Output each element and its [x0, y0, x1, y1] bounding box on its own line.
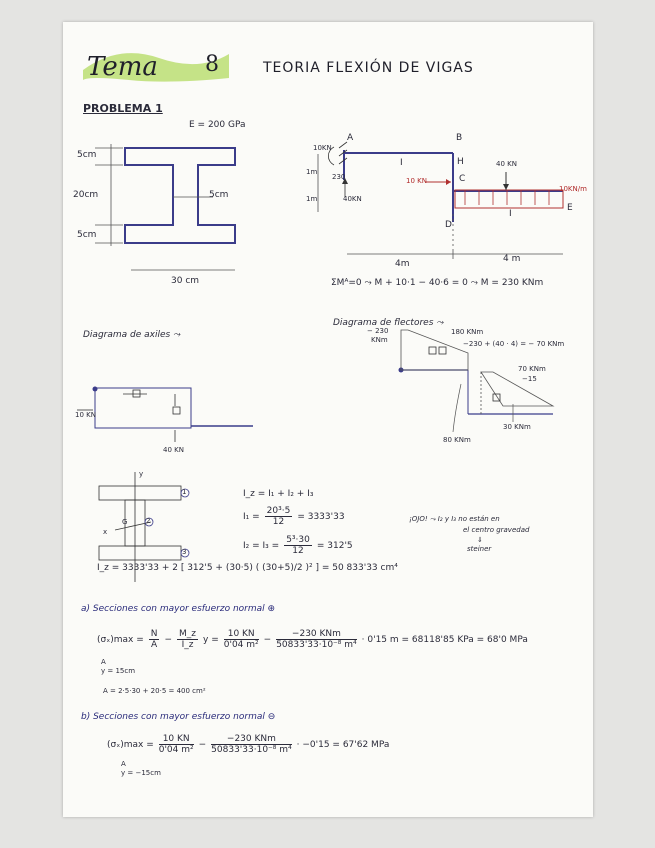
load-10kn-a: 10KN [313, 144, 332, 152]
load-10kn-c: 10 KN [406, 177, 427, 185]
part-a-lhs: (σₓ)max = [97, 634, 144, 645]
moment-value-15: −15 [522, 375, 537, 383]
part-a-sub-a: A [101, 658, 106, 666]
distributed-load: 10KN/m [559, 185, 587, 193]
inertia-total-eq: I_z = I₁ + I₂ + I₃ [243, 489, 314, 499]
marker-2: 2 [146, 517, 151, 525]
point-d: D [445, 220, 452, 230]
inertia-sketch [63, 22, 593, 817]
inertia-eq-2-result: = 312'5 [316, 540, 353, 551]
part-a-t2-num: M_z [179, 629, 197, 639]
inertia-eq-1-result: = 3333'33 [297, 511, 345, 522]
inertia-final-eq: I_z = 3333'33 + 2 [ 312'5 + (30·5) ( (30+5)/2 )² ] = 50 833'33 cm⁴ [97, 563, 398, 573]
marker-1: 1 [182, 488, 187, 496]
inertia-eq-1-num: 20³·5 [266, 506, 291, 516]
part-b-t2-num: −230 KNm [211, 734, 291, 745]
part-b-title: b) Secciones con mayor esfuerzo normal ⊖ [81, 712, 276, 722]
note-line-2: el centro gravedad [463, 526, 530, 534]
dim-bottom: 5cm [77, 230, 97, 240]
point-a: A [347, 133, 354, 143]
inertia-eq-2-lhs: I₂ = I₃ = [243, 540, 280, 551]
axis-x: x [103, 528, 108, 536]
part-a-sub-y: y = 15cm [101, 667, 136, 675]
equilibrium-eq: ΣMᴬ=0 ⤳ M + 10·1 − 40·6 = 0 ⤳ M = 230 KNm [331, 278, 544, 288]
part-a-t4-num: −230 KNm [276, 629, 356, 640]
moment-title: Diagrama de flectores ⤳ [333, 318, 444, 328]
axial-load-bottom: 40 KN [163, 446, 184, 454]
section-i-right: I [509, 209, 512, 219]
part-b-tail: · −0'15 = 67'62 MPa [296, 739, 390, 750]
inertia-eq-2-den: 12 [292, 546, 304, 556]
part-a-area: A = 2·5·30 + 20·5 = 400 cm² [103, 687, 206, 695]
part-b-t1-den: 0'04 m² [158, 745, 194, 755]
point-b: B [456, 133, 463, 143]
part-a-equation: (σₓ)max = $\frac{N}{A}$ − $\frac{M\_z}{I\_z}$ y = $\frac{10 KN}{\text{0'04 m²}}$ − $\frac{\text{−230 KNm}}{\text{50833'33·10⁻⁸ m⁴}}$ · 0'15 m = 68118'85 KPa = 68'0 MPa [97, 629, 528, 650]
notebook-page [63, 22, 593, 817]
moment-value-30: 30 KNm [503, 423, 531, 431]
axis-y: y [139, 470, 144, 478]
part-a-t1-den: A [151, 640, 158, 650]
page-title: TEORIA FLEXIÓN DE VIGAS [263, 60, 474, 76]
part-b-lhs: (σₓ)max = [107, 739, 154, 750]
tema-word: Tema [87, 52, 158, 82]
part-b-equation: (σₓ)max = $\frac{10 KN}{\text{0'04 m²}}$ − $\frac{\text{−230 KNm}}{\text{50833'33·10⁻⁸ m⁴}}$ · −0'15 = 67'62 MPa [107, 734, 390, 755]
note-line-1: ¡OJO! ⤳ I₂ y I₃ no están en [409, 515, 500, 523]
moment-value-expr: −230 + (40 · 4) = − 70 KNm [463, 340, 565, 348]
span-1m-bottom: 1m [306, 195, 318, 203]
marker-g: G [122, 518, 128, 526]
moment-value-70: 70 KNm [518, 365, 546, 373]
span-4m-left: 4m [395, 259, 410, 269]
moment-value-230-unit: KNm [371, 336, 388, 344]
moment-value-230: − 230 [367, 327, 389, 335]
reaction-40kn: 40KN [343, 195, 362, 203]
span-1m-top: 1m [306, 168, 318, 176]
inertia-eq-1 [243, 506, 345, 527]
note-line-4: steiner [467, 545, 492, 553]
part-a-t1-num: N [150, 629, 158, 639]
part-b-t2-den: 50833'33·10⁻⁸ m⁴ [211, 745, 292, 755]
axial-title: Diagrama de axiles ⤳ [83, 330, 181, 340]
moment-value-180: 180 KNm [451, 328, 484, 336]
web-label: 5cm [209, 190, 229, 200]
note-line-3: ⇓ [477, 536, 483, 544]
moment-230: 230 [332, 173, 346, 181]
marker-3: 3 [182, 548, 187, 556]
point-h: H [457, 157, 464, 167]
modulus-label: E = 200 GPa [189, 120, 246, 130]
tema-number: 8 [205, 52, 219, 77]
moment-value-80: 80 KNm [443, 436, 471, 444]
part-a-title: a) Secciones con mayor esfuerzo normal ⊕ [81, 604, 276, 614]
point-e: E [567, 203, 573, 213]
width-label: 30 cm [171, 276, 200, 286]
axial-load-left: 10 KN [75, 411, 96, 419]
inertia-eq-1-lhs: I₁ = [243, 511, 260, 522]
part-b-sub-a: A [121, 760, 126, 768]
part-b-t1-num: 10 KN [159, 734, 194, 745]
inertia-eq-2-num: 5³·30 [286, 535, 310, 545]
section-i-left: I [400, 158, 403, 168]
part-a-t4-den: 50833'33·10⁻⁸ m⁴ [276, 640, 357, 650]
part-a-t2-tail: y = [203, 634, 219, 645]
point-c: C [459, 174, 466, 184]
part-a-t3-den: 0'04 m² [223, 640, 259, 650]
part-a-t2-den: I_z [181, 640, 194, 650]
span-4m-right: 4 m [503, 254, 521, 264]
dim-middle: 20cm [73, 190, 99, 200]
inertia-eq-1-den: 12 [272, 517, 285, 527]
part-a-tail: · 0'15 m = 68118'85 KPa = 68'0 MPa [361, 634, 528, 645]
problem-label: PROBLEMA 1 [83, 102, 163, 115]
part-b-sub-y: y = −15cm [121, 769, 161, 777]
inertia-eq-2 [243, 535, 353, 556]
dim-top: 5cm [77, 150, 97, 160]
load-40kn: 40 KN [496, 160, 517, 168]
part-a-t3-num: 10 KN [224, 629, 259, 640]
